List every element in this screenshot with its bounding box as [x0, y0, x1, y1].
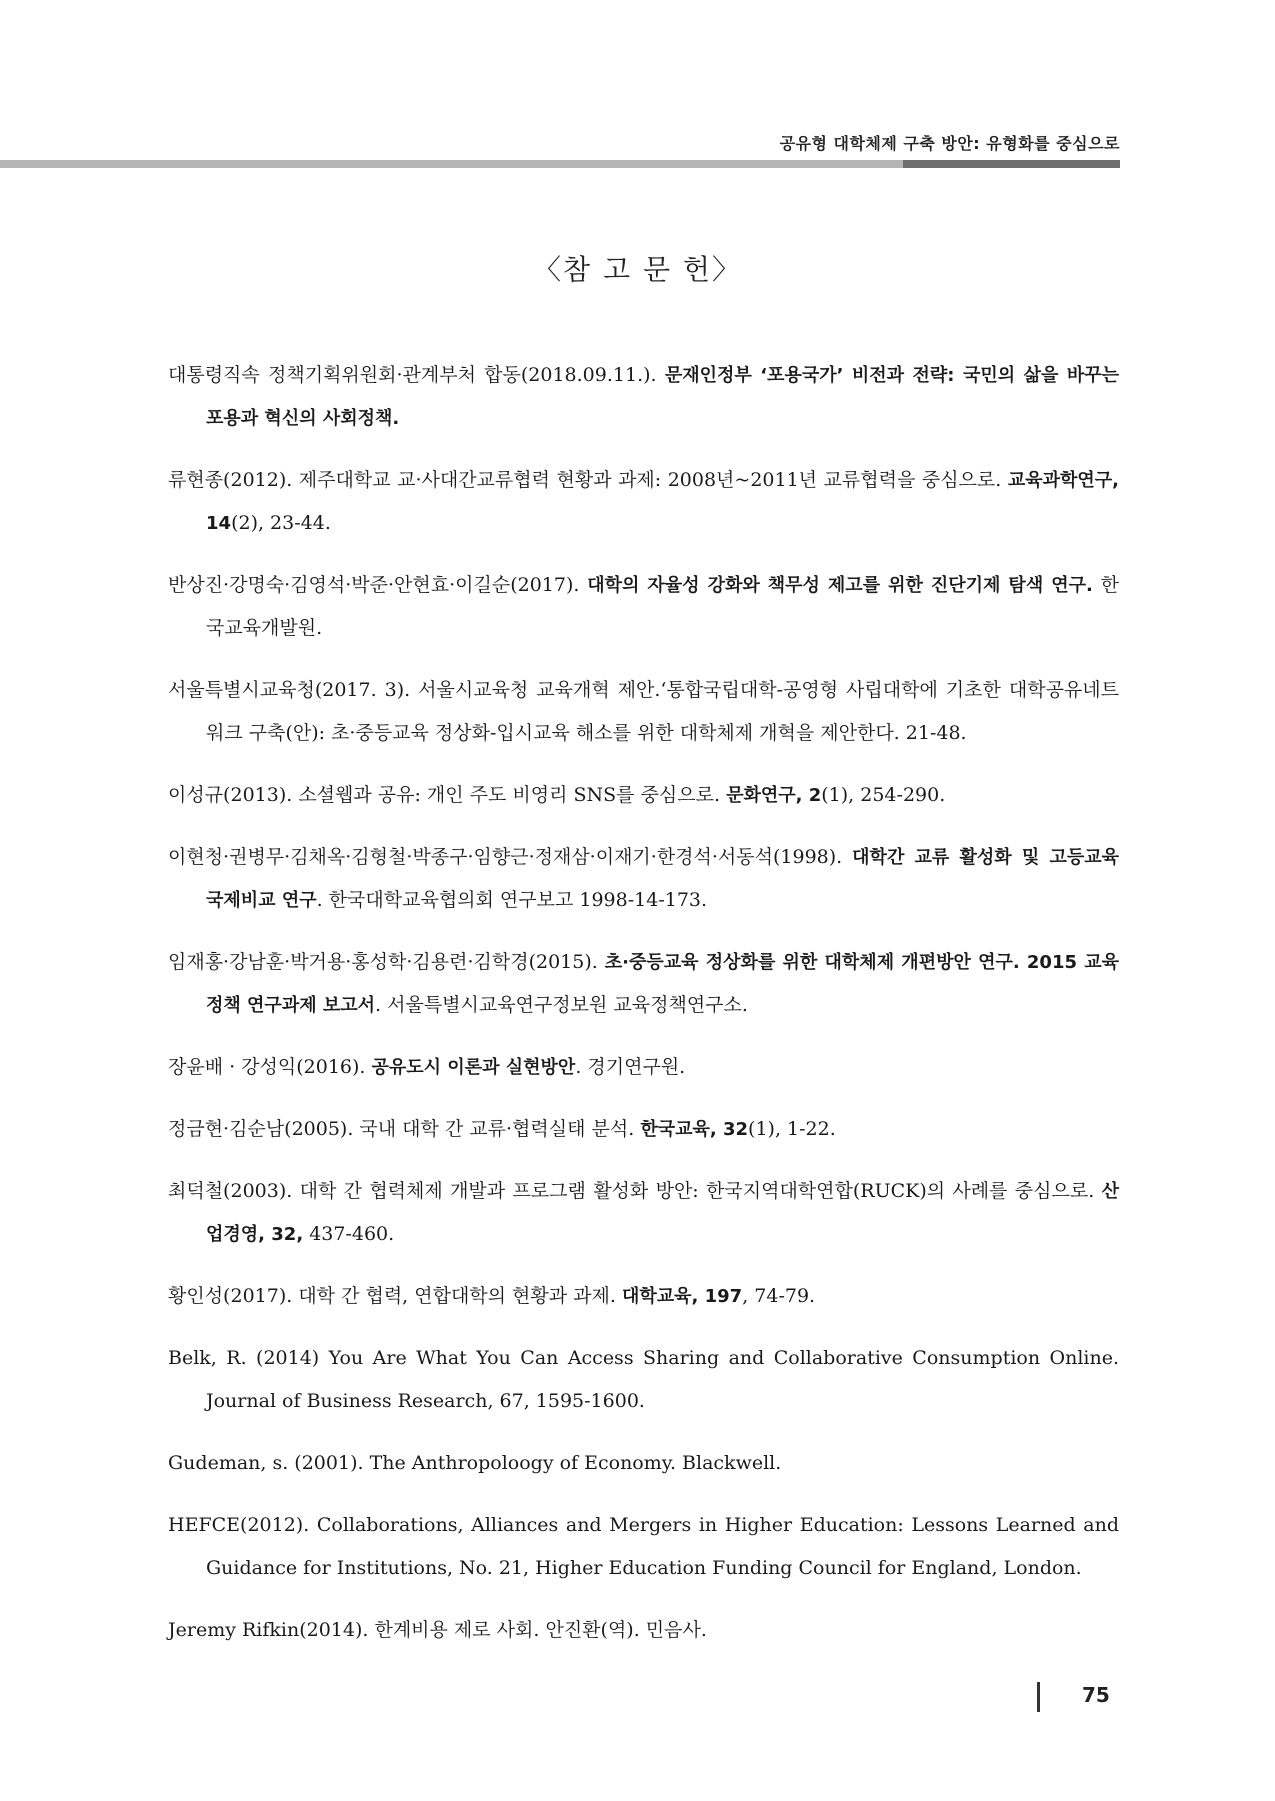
reference-text: Belk, R. (2014) You Are What You Can Access Sharing and Collaborative Consumption Online. Journal of Business Research, 67, 1595-1600.	[168, 1347, 1119, 1412]
reference-item	[168, 1337, 1119, 1423]
reference-details: . 한국대학교육협의회 연구보고 1998-14-173.	[316, 889, 708, 911]
reference-item	[168, 1108, 1119, 1151]
reference-item	[168, 459, 1119, 545]
page-number: 75	[1082, 1683, 1110, 1707]
reference-title: 초·중등교육 정상화를 위한 대학체제 개편방안 연구. 2015 교육정책 연구과제 보고서	[206, 952, 1119, 1016]
running-header: 공유형 대학체제 구축 방안: 유형화를 중심으로	[779, 134, 1120, 153]
reference-title: 대학교육, 197	[621, 1286, 743, 1307]
reference-item	[168, 1275, 1119, 1318]
reference-details: (1), 1-22.	[748, 1118, 836, 1140]
reference-list	[168, 354, 1119, 1671]
reference-text: Jeremy Rifkin(2014). 한계비용 제로 사회. 안진환(역). 민음사.	[168, 1619, 707, 1641]
reference-text: 정금현·김순남(2005). 국내 대학 간 교류·협력실태 분석.	[168, 1118, 641, 1140]
reference-item	[168, 1442, 1119, 1485]
reference-details: (1), 254-290.	[821, 784, 946, 806]
reference-item	[168, 836, 1119, 922]
reference-details: , 74-79.	[742, 1285, 816, 1307]
reference-item	[168, 1170, 1119, 1256]
reference-title: 한국교육, 32	[640, 1119, 749, 1140]
header-rule-accent	[903, 160, 1120, 168]
reference-text: 최덕철(2003). 대학 간 협력체제 개발과 프로그램 활성화 방안: 한국지역대학연합(RUCK)의 사례를 중심으로.	[168, 1180, 1102, 1202]
reference-details: . 경기연구원.	[575, 1056, 686, 1078]
reference-title: 교육과학연구, 14	[206, 470, 1119, 534]
reference-details: 437-460.	[303, 1223, 395, 1245]
reference-details: (2), 23-44.	[231, 512, 331, 534]
reference-item	[168, 941, 1119, 1027]
reference-text: 서울특별시교육청(2017. 3). 서울시교육청 교육개혁 제안.‘통합국립대학-공영형 사립대학에 기초한 대학공유네트워크 구축(안): 초·중등교육 정상화-입시교육 해소를 위한 대학체제 개혁을 제안한다. 21-48.	[168, 679, 1119, 744]
reference-details: 한국교육개발원.	[206, 574, 1119, 639]
reference-text: 이현청·권병무·김채옥·김형철·박종구·임향근·정재삼·이재기·한경석·서동석(1998).	[168, 846, 853, 868]
reference-item	[168, 669, 1119, 755]
reference-item	[168, 1046, 1119, 1089]
reference-details: . 서울특별시교육연구정보원 교육정책연구소.	[375, 994, 748, 1016]
reference-item	[168, 1504, 1119, 1590]
reference-text: 황인성(2017). 대학 간 협력, 연합대학의 현황과 과제.	[168, 1285, 622, 1307]
section-title: 〈참 고 문 헌〉	[533, 253, 742, 286]
reference-title: 문재인정부 ‘포용국가’ 비전과 전략: 국민의 삶을 바꾸는 포용과 혁신의 사회정책.	[206, 365, 1119, 429]
reference-title: 문화연구, 2	[726, 785, 822, 806]
reference-text: 이성규(2013). 소셜웹과 공유: 개인 주도 비영리 SNS를 중심으로.	[168, 784, 727, 806]
page-number-divider	[1037, 1682, 1040, 1712]
reference-item	[168, 1609, 1119, 1652]
reference-text: 반상진·강명숙·김영석·박준·안현효·이길순(2017).	[168, 574, 588, 596]
reference-item	[168, 564, 1119, 650]
reference-title: 대학의 자율성 강화와 책무성 제고를 위한 진단기제 탐색 연구.	[587, 575, 1093, 596]
reference-text: HEFCE(2012). Collaborations, Alliances and Mergers in Higher Education: Lessons Learned and Guidance for Institutions, No. 21, Higher Education Funding Council for England, London.	[168, 1514, 1119, 1579]
reference-item	[168, 774, 1119, 817]
reference-text: Gudeman, s. (2001). The Anthropoloogy of Economy. Blackwell.	[168, 1452, 782, 1474]
reference-text: 류현종(2012). 제주대학교 교·사대간교류협력 현황과 과제: 2008년~2011년 교류협력을 중심으로.	[168, 469, 1008, 491]
reference-item	[168, 354, 1119, 440]
reference-text: 임재홍·강남훈·박거용·홍성학·김용련·김학경(2015).	[168, 951, 605, 973]
reference-text: 장윤배 · 강성익(2016).	[168, 1056, 372, 1078]
reference-title: 공유도시 이론과 실현방안	[371, 1057, 576, 1078]
reference-title: 산업경영, 32,	[206, 1181, 1119, 1245]
reference-title: 대학간 교류 활성화 및 고등교육 국제비교 연구	[206, 847, 1119, 911]
reference-text: 대통령직속 정책기획위원회·관계부처 합동(2018.09.11.).	[168, 364, 665, 386]
